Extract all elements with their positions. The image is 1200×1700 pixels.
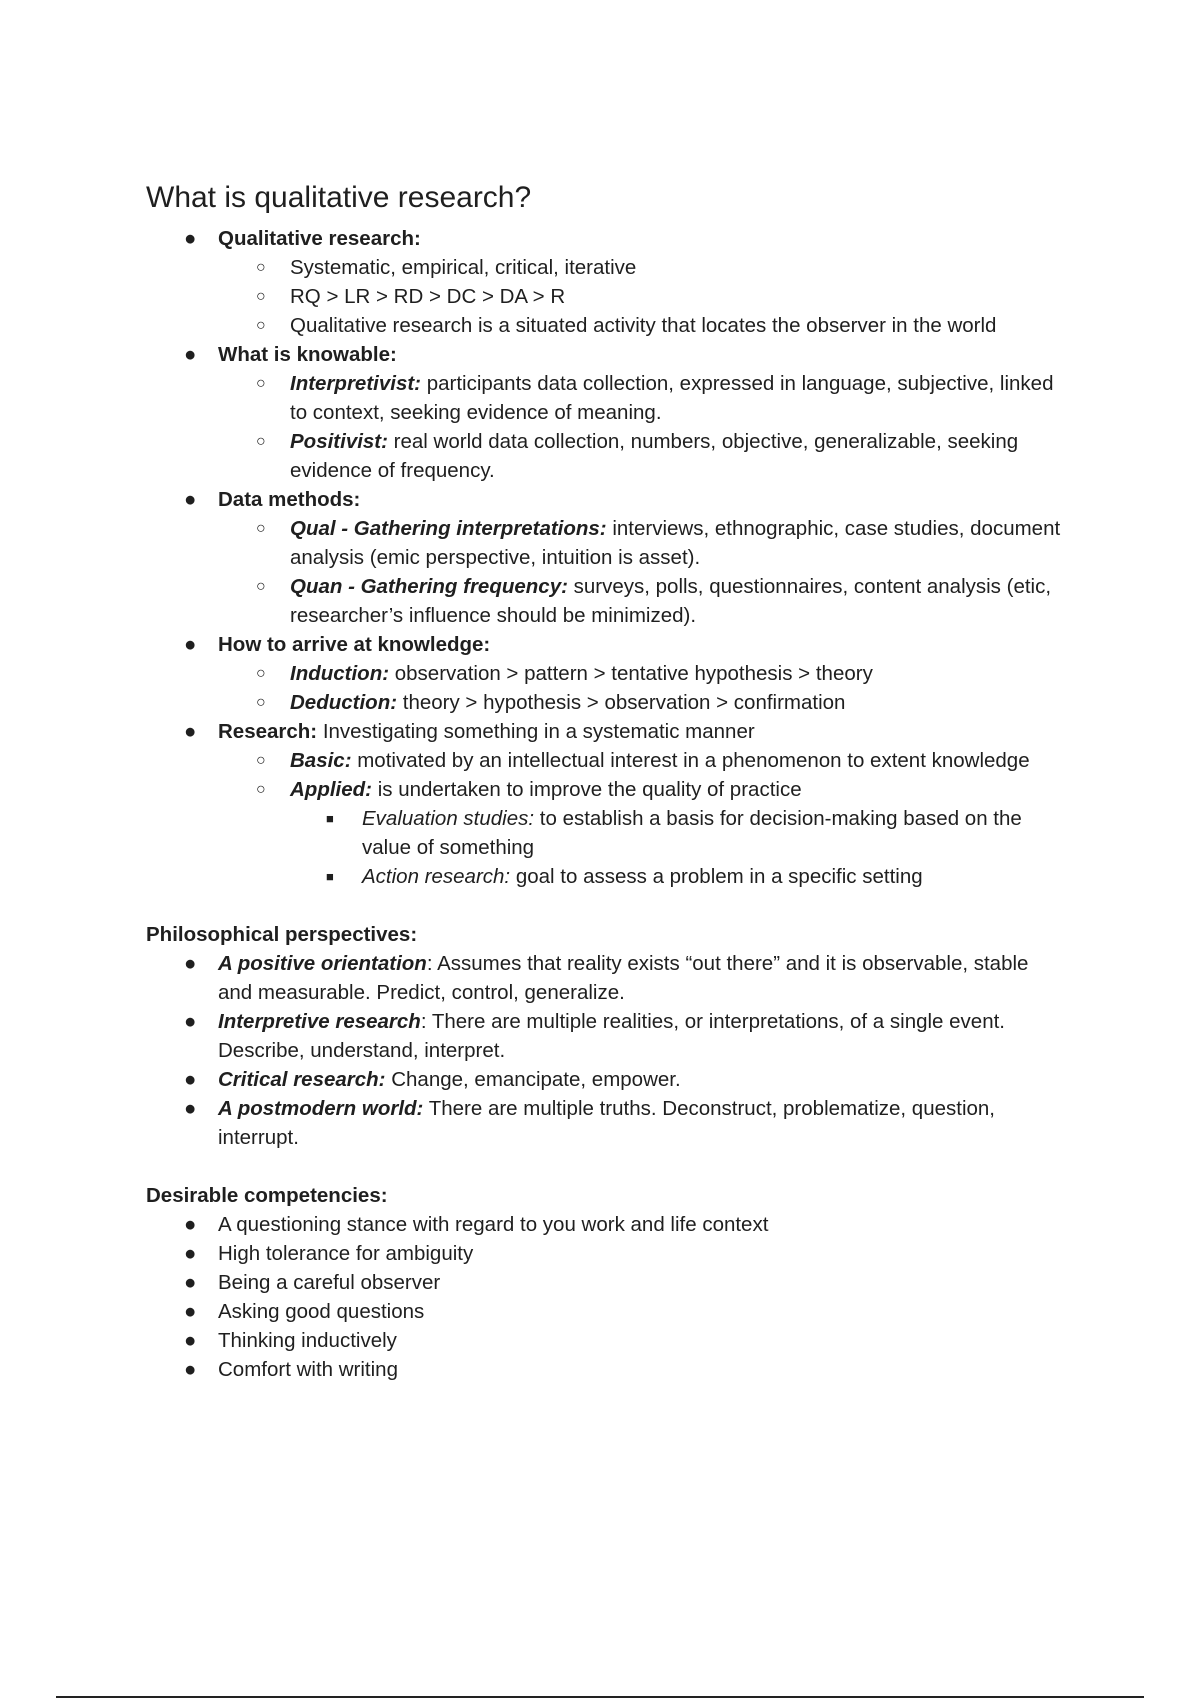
list-item — [146, 1210, 1066, 1239]
list-item — [218, 311, 1066, 340]
item-text: Asking good questions — [218, 1300, 425, 1323]
bullet-icon: ● — [184, 1271, 197, 1294]
circle-bullet-icon: ○ — [256, 375, 266, 392]
list-item — [218, 282, 1066, 311]
list-item — [218, 775, 1066, 891]
bullet-icon: ● — [184, 1300, 197, 1323]
term-qual: Qual - Gathering interpretations: — [290, 517, 607, 540]
item-text: participants data collection, expressed in language, subjective, linked to context, seeking evidence of meaning. — [290, 372, 1054, 424]
list-item — [290, 862, 1066, 891]
list-item — [146, 1326, 1066, 1355]
circle-bullet-icon: ○ — [256, 433, 266, 450]
list-item — [146, 1094, 1066, 1152]
term-basic: Basic: — [290, 749, 352, 772]
bullet-icon: ● — [184, 1068, 197, 1091]
bullet-icon: ● — [184, 1358, 197, 1381]
sublist — [218, 253, 1066, 340]
term-positivist: Positivist: — [290, 430, 388, 453]
page-bottom-rule — [56, 1696, 1144, 1698]
circle-bullet-icon: ○ — [256, 665, 266, 682]
list-item — [146, 1007, 1066, 1065]
list-item-what-is-knowable — [146, 340, 1066, 485]
item-text: Change, emancipate, empower. — [385, 1068, 681, 1091]
item-text: High tolerance for ambiguity — [218, 1242, 474, 1265]
list-item — [218, 369, 1066, 427]
list-item — [146, 1355, 1066, 1384]
sublist — [218, 659, 1066, 717]
circle-bullet-icon: ○ — [256, 694, 266, 711]
bullet-icon: ● — [184, 633, 197, 656]
term-positive: A positive orientation — [218, 952, 427, 975]
term-induction: Induction: — [290, 662, 390, 685]
item-text: real world data collection, numbers, objective, generalizable, seeking evidence of frequency. — [290, 430, 1019, 482]
item-text: surveys, polls, questionnaires, content analysis (etic, researcher’s influence should be minimized). — [290, 575, 1052, 627]
sub-sublist — [290, 804, 1066, 891]
list-item-data-methods — [146, 485, 1066, 630]
bullet-icon: ● — [184, 1213, 197, 1236]
list-item — [218, 659, 1066, 688]
sublist — [218, 514, 1066, 630]
list-item-arrive-at-knowledge — [146, 630, 1066, 717]
bullet-icon: ● — [184, 720, 197, 743]
item-label: What is knowable: — [218, 343, 397, 366]
circle-bullet-icon: ○ — [256, 578, 266, 595]
bullet-icon: ● — [184, 343, 197, 366]
item-label: Qualitative research: — [218, 227, 421, 250]
sublist — [218, 746, 1066, 891]
list-item — [218, 746, 1066, 775]
circle-bullet-icon: ○ — [256, 781, 266, 798]
bullet-icon: ● — [184, 1242, 197, 1265]
bullet-icon: ● — [184, 488, 197, 511]
circle-bullet-icon: ○ — [256, 259, 266, 276]
item-label: How to arrive at knowledge: — [218, 633, 491, 656]
bullet-icon: ● — [184, 952, 197, 975]
list-item — [218, 572, 1066, 630]
page-title: What is qualitative research? — [146, 181, 532, 214]
competencies-heading: Desirable competencies: — [146, 1184, 388, 1207]
list-item — [146, 1065, 1066, 1094]
item-text: Systematic, empirical, critical, iterative — [290, 256, 637, 279]
philosophical-heading: Philosophical perspectives: — [146, 923, 418, 946]
term-action-research: Action research: — [362, 865, 511, 888]
item-text: Comfort with writing — [218, 1358, 398, 1381]
item-text: RQ > LR > RD > DC > DA > R — [290, 285, 566, 308]
list-item — [290, 804, 1066, 862]
item-text: motivated by an intellectual interest in a phenomenon to extent knowledge — [351, 749, 1030, 772]
list-item — [218, 688, 1066, 717]
bullet-icon: ● — [184, 227, 197, 250]
item-label: Data methods: — [218, 488, 361, 511]
term-interpretive: Interpretive research — [218, 1010, 421, 1033]
circle-bullet-icon: ○ — [256, 520, 266, 537]
list-item-qualitative-research — [146, 224, 1066, 340]
term-quan: Quan - Gathering frequency: — [290, 575, 568, 598]
item-text: Investigating something in a systematic manner — [317, 720, 755, 743]
bullet-icon: ● — [184, 1329, 197, 1352]
document-page — [146, 178, 1066, 1384]
item-text: There are multiple truths. Deconstruct, problematize, question, interrupt. — [218, 1097, 995, 1149]
list-item — [218, 253, 1066, 282]
item-text: to establish a basis for decision-making based on the value of something — [362, 807, 1022, 859]
item-text: : There are multiple realities, or interpretations, of a single event. Describe, understand, interpret. — [218, 1010, 1005, 1062]
list-item — [146, 1268, 1066, 1297]
item-text: Being a careful observer — [218, 1271, 441, 1294]
circle-bullet-icon: ○ — [256, 317, 266, 334]
term-deduction: Deduction: — [290, 691, 398, 714]
item-text: observation > pattern > tentative hypothesis > theory — [389, 662, 873, 685]
term-evaluation: Evaluation studies: — [362, 807, 535, 830]
sublist — [218, 369, 1066, 485]
list-item-research — [146, 717, 1066, 891]
item-text: goal to assess a problem in a specific setting — [510, 865, 923, 888]
main-list — [146, 224, 1066, 891]
term-critical: Critical research: — [218, 1068, 386, 1091]
bullet-icon: ● — [184, 1010, 197, 1033]
item-text: A questioning stance with regard to you work and life context — [218, 1213, 769, 1236]
square-bullet-icon: ■ — [326, 869, 334, 884]
term-applied: Applied: — [290, 778, 372, 801]
term-postmodern: A postmodern world: — [218, 1097, 424, 1120]
list-item — [146, 1297, 1066, 1326]
square-bullet-icon: ■ — [326, 811, 334, 826]
item-text: Qualitative research is a situated activity that locates the observer in the world — [290, 314, 997, 337]
list-item — [218, 514, 1066, 572]
term-interpretivist: Interpretivist: — [290, 372, 421, 395]
philosophical-list — [146, 949, 1066, 1152]
circle-bullet-icon: ○ — [256, 752, 266, 769]
bullet-icon: ● — [184, 1097, 197, 1120]
list-item — [146, 1239, 1066, 1268]
list-item — [146, 949, 1066, 1007]
item-text: Thinking inductively — [218, 1329, 397, 1352]
item-text: interviews, ethnographic, case studies, document analysis (emic perspective, intuition is asset). — [290, 517, 1061, 569]
item-text: : Assumes that reality exists “out there” and it is observable, stable and measurable. Predict, control, generalize. — [218, 952, 1029, 1004]
item-text: is undertaken to improve the quality of practice — [372, 778, 802, 801]
circle-bullet-icon: ○ — [256, 288, 266, 305]
competencies-list — [146, 1210, 1066, 1384]
item-text: theory > hypothesis > observation > confirmation — [397, 691, 846, 714]
list-item — [218, 427, 1066, 485]
item-label: Research: — [218, 720, 318, 743]
